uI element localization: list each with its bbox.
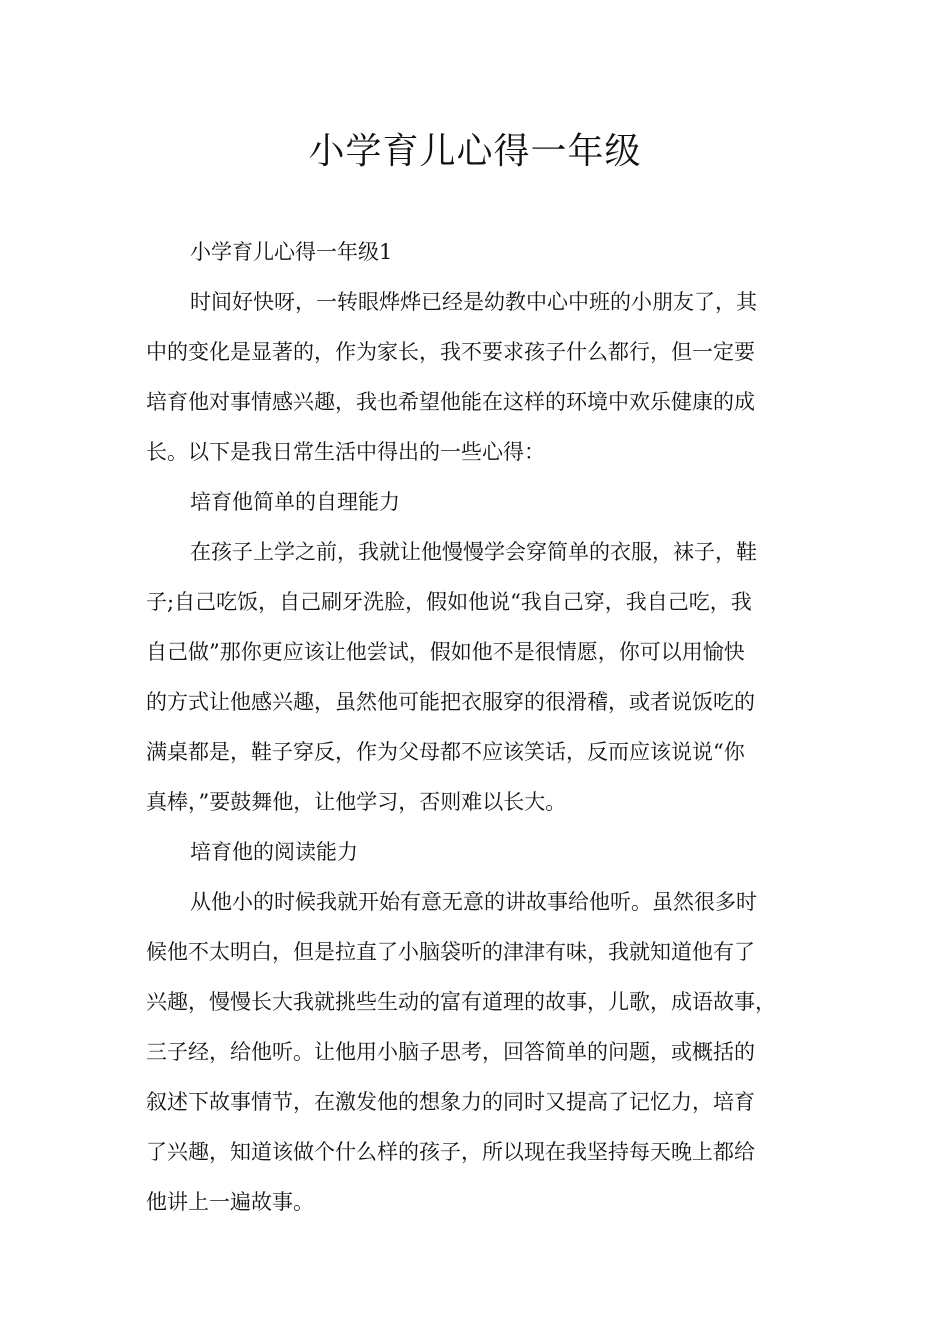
text-line: 时间好快呀，一转眼烨烨已经是幼教中心中班的小朋友了，其 [190,290,757,314]
text-line: 候他不太明白，但是拉直了小脑袋听的津津有味，我就知道他有了 [146,940,755,964]
text-line: 三子经，给他听。让他用小脑子思考，回答简单的问题，或概括的 [146,1040,755,1064]
document-title: 小学育儿心得一年级 [308,131,642,172]
text-line: 从他小的时候我就开始有意无意的讲故事给他听。虽然很多时 [190,890,757,914]
document-body [146,227,818,1227]
text-line: 培育他简单的自理能力 [190,490,400,514]
text-line: 在孩子上学之前，我就让他慢慢学会穿简单的衣服，袜子，鞋 [190,540,757,564]
text-line: 的方式让他感兴趣，虽然他可能把衣服穿的很滑稽，或者说饭吃的 [146,690,755,714]
text-line: 长。以下是我日常生活中得出的一些心得： [146,440,545,464]
text-line: 培育他的阅读能力 [190,840,358,864]
text-line: 了兴趣，知道该做个什么样的孩子，所以现在我坚持每天晚上都给 [146,1140,755,1164]
text-line: 他讲上一遍故事。 [146,1190,314,1214]
text-line: 中的变化是显著的，作为家长，我不要求孩子什么都行，但一定要 [146,340,755,364]
text-line: 子;自己吃饭，自己刷牙洗脸，假如他说“我自己穿，我自己吃，我 [146,590,752,614]
text-line: 满桌都是，鞋子穿反，作为父母都不应该笑话，反而应该说说“你 [146,740,745,764]
text-line: 培育他对事情感兴趣，我也希望他能在这样的环境中欢乐健康的成 [146,390,755,414]
text-line: 自己做”那你更应该让他尝试，假如他不是很情愿，你可以用愉快 [146,640,745,664]
text-line: 真棒，”要鼓舞他，让他学习，否则难以长大。 [146,790,567,814]
text-line: 小学育儿心得一年级1 [190,240,393,264]
text-line: 兴趣，慢慢长大我就挑些生动的富有道理的故事，儿歌，成语故事， [146,990,776,1014]
text-line: 叙述下故事情节，在激发他的想象力的同时又提高了记忆力，培育 [146,1090,755,1114]
